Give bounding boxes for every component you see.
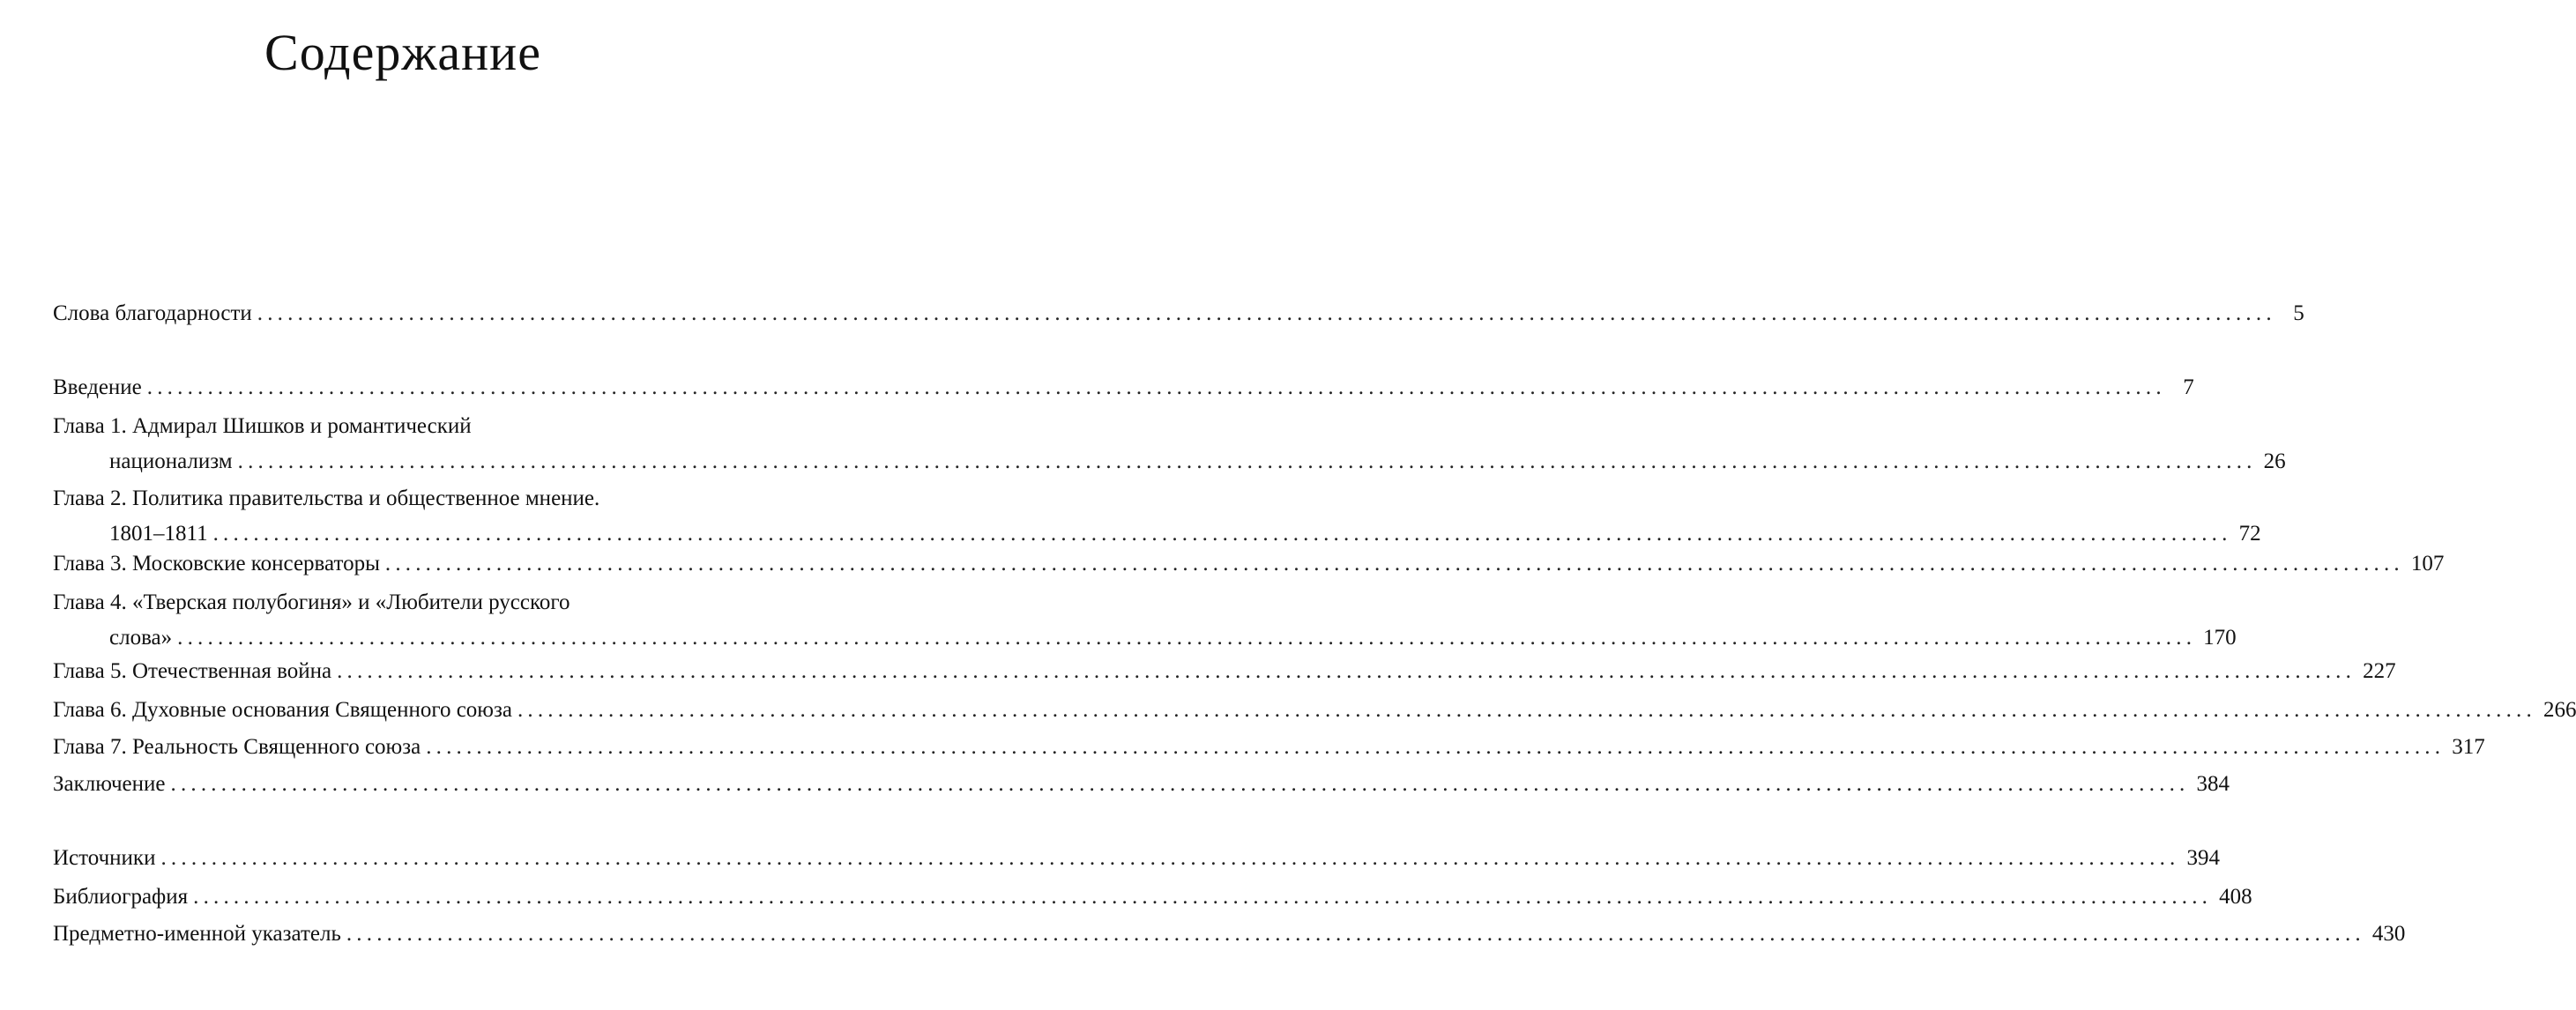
- toc-entry-conclusion[interactable]: [53, 767, 2230, 802]
- toc-entry-label-continued: национализм: [109, 449, 233, 473]
- toc-entry-chapter-5[interactable]: [53, 654, 2396, 689]
- toc-entry-page: 394: [2186, 846, 2220, 870]
- toc-entry-bibliography[interactable]: [53, 880, 2252, 915]
- toc-entry-page: 7: [2183, 375, 2194, 399]
- toc-entry-label: Глава 6. Духовные основания Священного союза: [53, 698, 512, 722]
- toc-entry-page: 384: [2196, 772, 2230, 796]
- dot-leader: ........................................................................................................................................................................................................: [146, 375, 2166, 399]
- toc-entry-chapter-2[interactable]: [53, 481, 2261, 552]
- dot-leader: ........................................................................................................................................................................................................: [517, 698, 2536, 722]
- toc-entry-chapter-6[interactable]: [53, 693, 2576, 728]
- toc-entry-label: Предметно-именной указатель: [53, 922, 341, 946]
- toc-entry-chapter-4[interactable]: [53, 585, 2237, 656]
- toc-entry-label: Глава 4. «Тверская полубогиня» и «Любители русского: [53, 590, 570, 614]
- toc-entry-label: Введение: [53, 375, 142, 399]
- toc-entry-chapter-3[interactable]: [53, 546, 2445, 582]
- toc-entry-page: 5: [2293, 301, 2304, 325]
- toc-entry-label: Заключение: [53, 772, 166, 796]
- toc-entry-label-continued: слова»: [109, 626, 173, 650]
- toc-entry-label: Глава 1. Адмирал Шишков и романтический: [53, 414, 472, 438]
- toc-entry-page: 430: [2371, 922, 2406, 946]
- toc-entry-label: Источники: [53, 846, 156, 870]
- toc-entry-label: Глава 7. Реальность Священного союза: [53, 735, 421, 759]
- dot-leader: ........................................................................................................................................................................................................: [193, 885, 2213, 909]
- toc-entry-page: 72: [2238, 522, 2261, 546]
- toc-entry-label: Слова благодарности: [53, 301, 252, 325]
- toc-entry-page: 227: [2363, 659, 2396, 683]
- toc-entry-label: Библиография: [53, 885, 189, 909]
- toc-entry-chapter-1[interactable]: [53, 409, 2286, 479]
- toc-entry-index[interactable]: [53, 917, 2406, 952]
- dot-leader: ........................................................................................................................................................................................................: [426, 735, 2446, 759]
- toc-entry-acknowledgements[interactable]: [53, 296, 2304, 331]
- toc-entry-page: 107: [2410, 552, 2445, 576]
- dot-leader: ........................................................................................................................................................................................................: [160, 846, 2180, 870]
- toc-entry-label: Глава 2. Политика правительства и общественное мнение.: [53, 486, 600, 510]
- toc-entry-label-continued: 1801–1811: [109, 522, 208, 546]
- dot-leader: ........................................................................................................................................................................................................: [337, 659, 2356, 683]
- dot-leader: ........................................................................................................................................................................................................: [212, 522, 2232, 546]
- page-title: Содержание: [264, 24, 541, 81]
- toc-entry-sources[interactable]: [53, 841, 2220, 876]
- toc-entry-page: 408: [2219, 885, 2252, 909]
- dot-leader: ........................................................................................................................................................................................................: [177, 626, 2197, 650]
- dot-leader: ........................................................................................................................................................................................................: [257, 301, 2276, 325]
- toc-entry-label: Глава 5. Отечественная война: [53, 659, 332, 683]
- toc-entry-page: 317: [2452, 735, 2485, 759]
- dot-leader: ........................................................................................................................................................................................................: [237, 449, 2257, 473]
- toc-entry-page: 26: [2263, 449, 2286, 473]
- dot-leader: ........................................................................................................................................................................................................: [170, 772, 2190, 796]
- toc-entry-page: 266: [2542, 698, 2576, 722]
- toc-entry-chapter-7[interactable]: [53, 730, 2485, 765]
- toc-entry-introduction[interactable]: [53, 370, 2194, 405]
- dot-leader: ........................................................................................................................................................................................................: [384, 552, 2404, 576]
- toc-entry-page: 170: [2203, 626, 2237, 650]
- toc-entry-label: Глава 3. Московские консерваторы: [53, 552, 380, 576]
- dot-leader: ........................................................................................................................................................................................................: [346, 922, 2365, 946]
